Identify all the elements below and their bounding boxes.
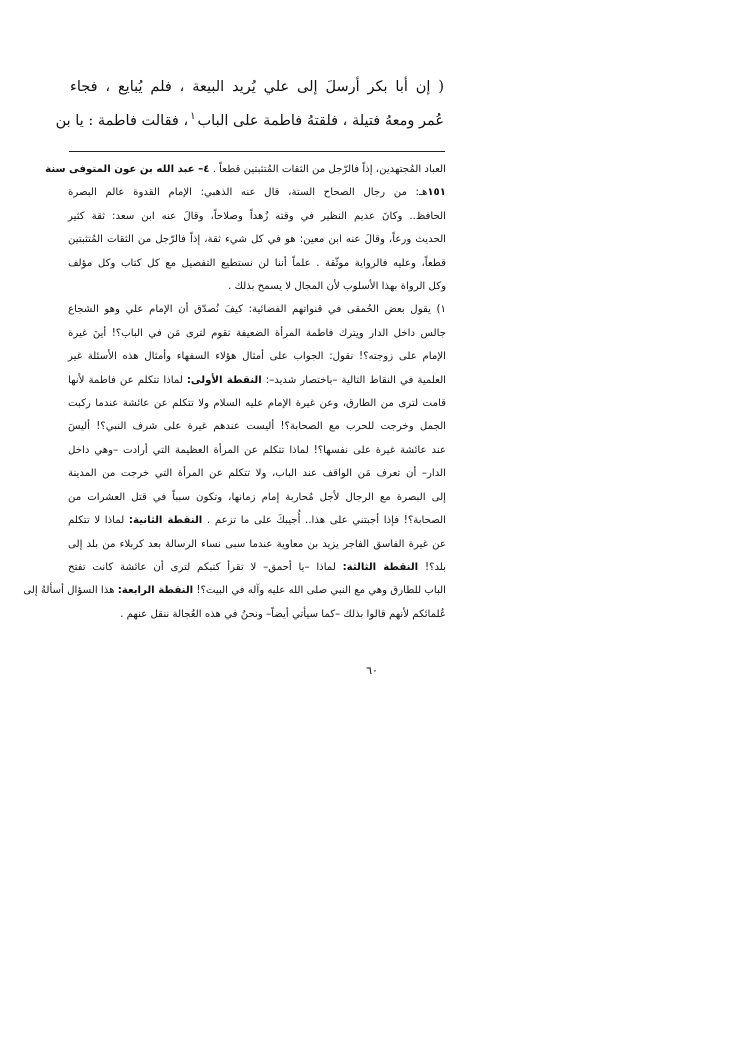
main-text-segment: عُمر ومعهُ فتيلة ، فلقتهُ فاطمة على الباب: [197, 113, 444, 129]
main-text-line: ( إن أبا بكر أرسلَ إلى علي يُريد البيعة ، فلم يُبايع ، فجاء: [70, 79, 444, 95]
point-heading: النقطة الثانية:: [128, 515, 203, 527]
footnote-text: العلمية في النقاط التالية –باختصار شديد–:: [261, 374, 446, 386]
main-text-line: [55, 104, 444, 138]
footnote-line: الحافظ.. وكانَ عديم النظير في وقته زُهداً وصلاحاً، وقالَ عنه ابن سعد: ثقة كثير: [68, 210, 446, 222]
footnote-text: لماذا تتكلم عن فاطمة لأنها: [68, 374, 187, 386]
footnote-line: [68, 556, 446, 579]
footnote-text: لماذا –يا أحمق– لا تقرأ كتبكم لترى أن عائشة كانت تفتح: [68, 561, 343, 573]
footnote-heading: ٤– عبد الله بن عون المتوفى سنة: [45, 164, 210, 175]
footnote-line: إلى البصرة مع الرجال لأجل مُحاربة إمام زمانها، وتكون سبباً في قتل العشرات من: [68, 491, 446, 503]
footnote-text: هـ: من رجال الصحاح الستة، قال عنه الذهبي: الإمام القدوة عالم البصرة: [68, 187, 428, 199]
point-heading: النقطة الأولى:: [186, 374, 262, 386]
footnote-line: الدار– أن تعرف مَن الواقف عند الباب، ولا تتكلم عن المرأة التي خرجت من المدينة: [68, 468, 446, 480]
footnote-line: عُلمائكم لأنهم قالوا بذلك –كما سيأتي أيضاً– ونحنُ في هذه العُجالة ننقل عنهم .: [120, 608, 446, 620]
footnotes: [23, 158, 446, 626]
footnote-reference: ١: [190, 111, 196, 123]
main-text-segment: ، فقالت فاطمة : يا بن: [55, 113, 189, 129]
footnote-line: وكل الرواة بهذا الأسلوب لأن المجال لا يسمح بذلك .: [228, 281, 446, 293]
footnote-line: قطعاً، وعليه فالرواية موثّقة . علماً أننا لن نستطيع التفصيل مع كل كتاب وكل مؤلف: [68, 257, 446, 269]
footnote-line: [23, 579, 446, 602]
main-text: [55, 70, 444, 138]
footnote-line: عند عائشة غيرة على نفسها؟! لماذا تتكلم عن المرأة العظيمة التي أرادت –وهي داخل: [68, 444, 446, 456]
footnote-text: الباب للطارق وهي مع النبي صلى الله عليه وآله في البيت؟!: [193, 585, 446, 597]
footnote-year: ١٥١: [427, 187, 446, 199]
footnote-text: العباد المُجتهدين، إذاً فالرّجل من الثقات المُتثبتين قطعاً .: [209, 164, 446, 175]
footnote-line: عن غيرة الفاسق الفاجر يزيد بن معاوية عندما سبى نساء الرسالة بعد كربلاء من بلد إلى: [68, 538, 446, 550]
footnote-line: [45, 158, 446, 181]
footnote-line: [68, 181, 446, 204]
footnote-line: ١) يقول بعض الحُمقى في قنواتهم الفضائية: كيفَ نُصدّق أن الإمام علي وهو الشجاع: [68, 304, 446, 316]
footnote-line: [68, 509, 446, 532]
footnote-divider: [69, 151, 445, 152]
footnote-line: قامت لترى من الطارق، وعن غيرة الإمام عليه السلام ولا تتكلم عن عائشة عندما ركبت: [68, 398, 446, 410]
footnote-line: [68, 369, 446, 392]
footnote-text: الصحابة؟! فإذا أجبتني على هذا.. أُجيبكَ على ما تزعم .: [202, 515, 446, 527]
footnote-line: الحديث ورعاً، وقالَ عنه ابن معين: هو في كل شيء ثقة، إذاً فالرّجل من الثقات المُتثبتين: [68, 234, 446, 246]
footnote-line: الجمل وخرجت للحرب مع الصحابة؟! أليست عندهم غيرة على شرف النبي؟! أليسَ: [68, 421, 446, 433]
footnote-text: بلد؟!: [418, 561, 446, 573]
footnote-line: جالس داخل الدار ويترك فاطمة المرأة الضعيفة تقوم لترى مَن في الباب؟! أينَ غيرة: [68, 327, 446, 339]
point-heading: النقطة الثالثة:: [342, 561, 419, 573]
point-heading: النقطة الرابعة:: [117, 585, 194, 597]
page-number: ٦٠: [366, 664, 378, 677]
footnote-line: الإمام على زوجته؟! نقول: الجواب على أمثال هؤلاء السفهاء وأمثال هذه الأسئلة غير: [68, 351, 446, 363]
footnote-text: لماذا لا تتكلم: [68, 515, 129, 527]
footnote-text: هذا السؤال أسألهُ إلى: [23, 585, 118, 597]
